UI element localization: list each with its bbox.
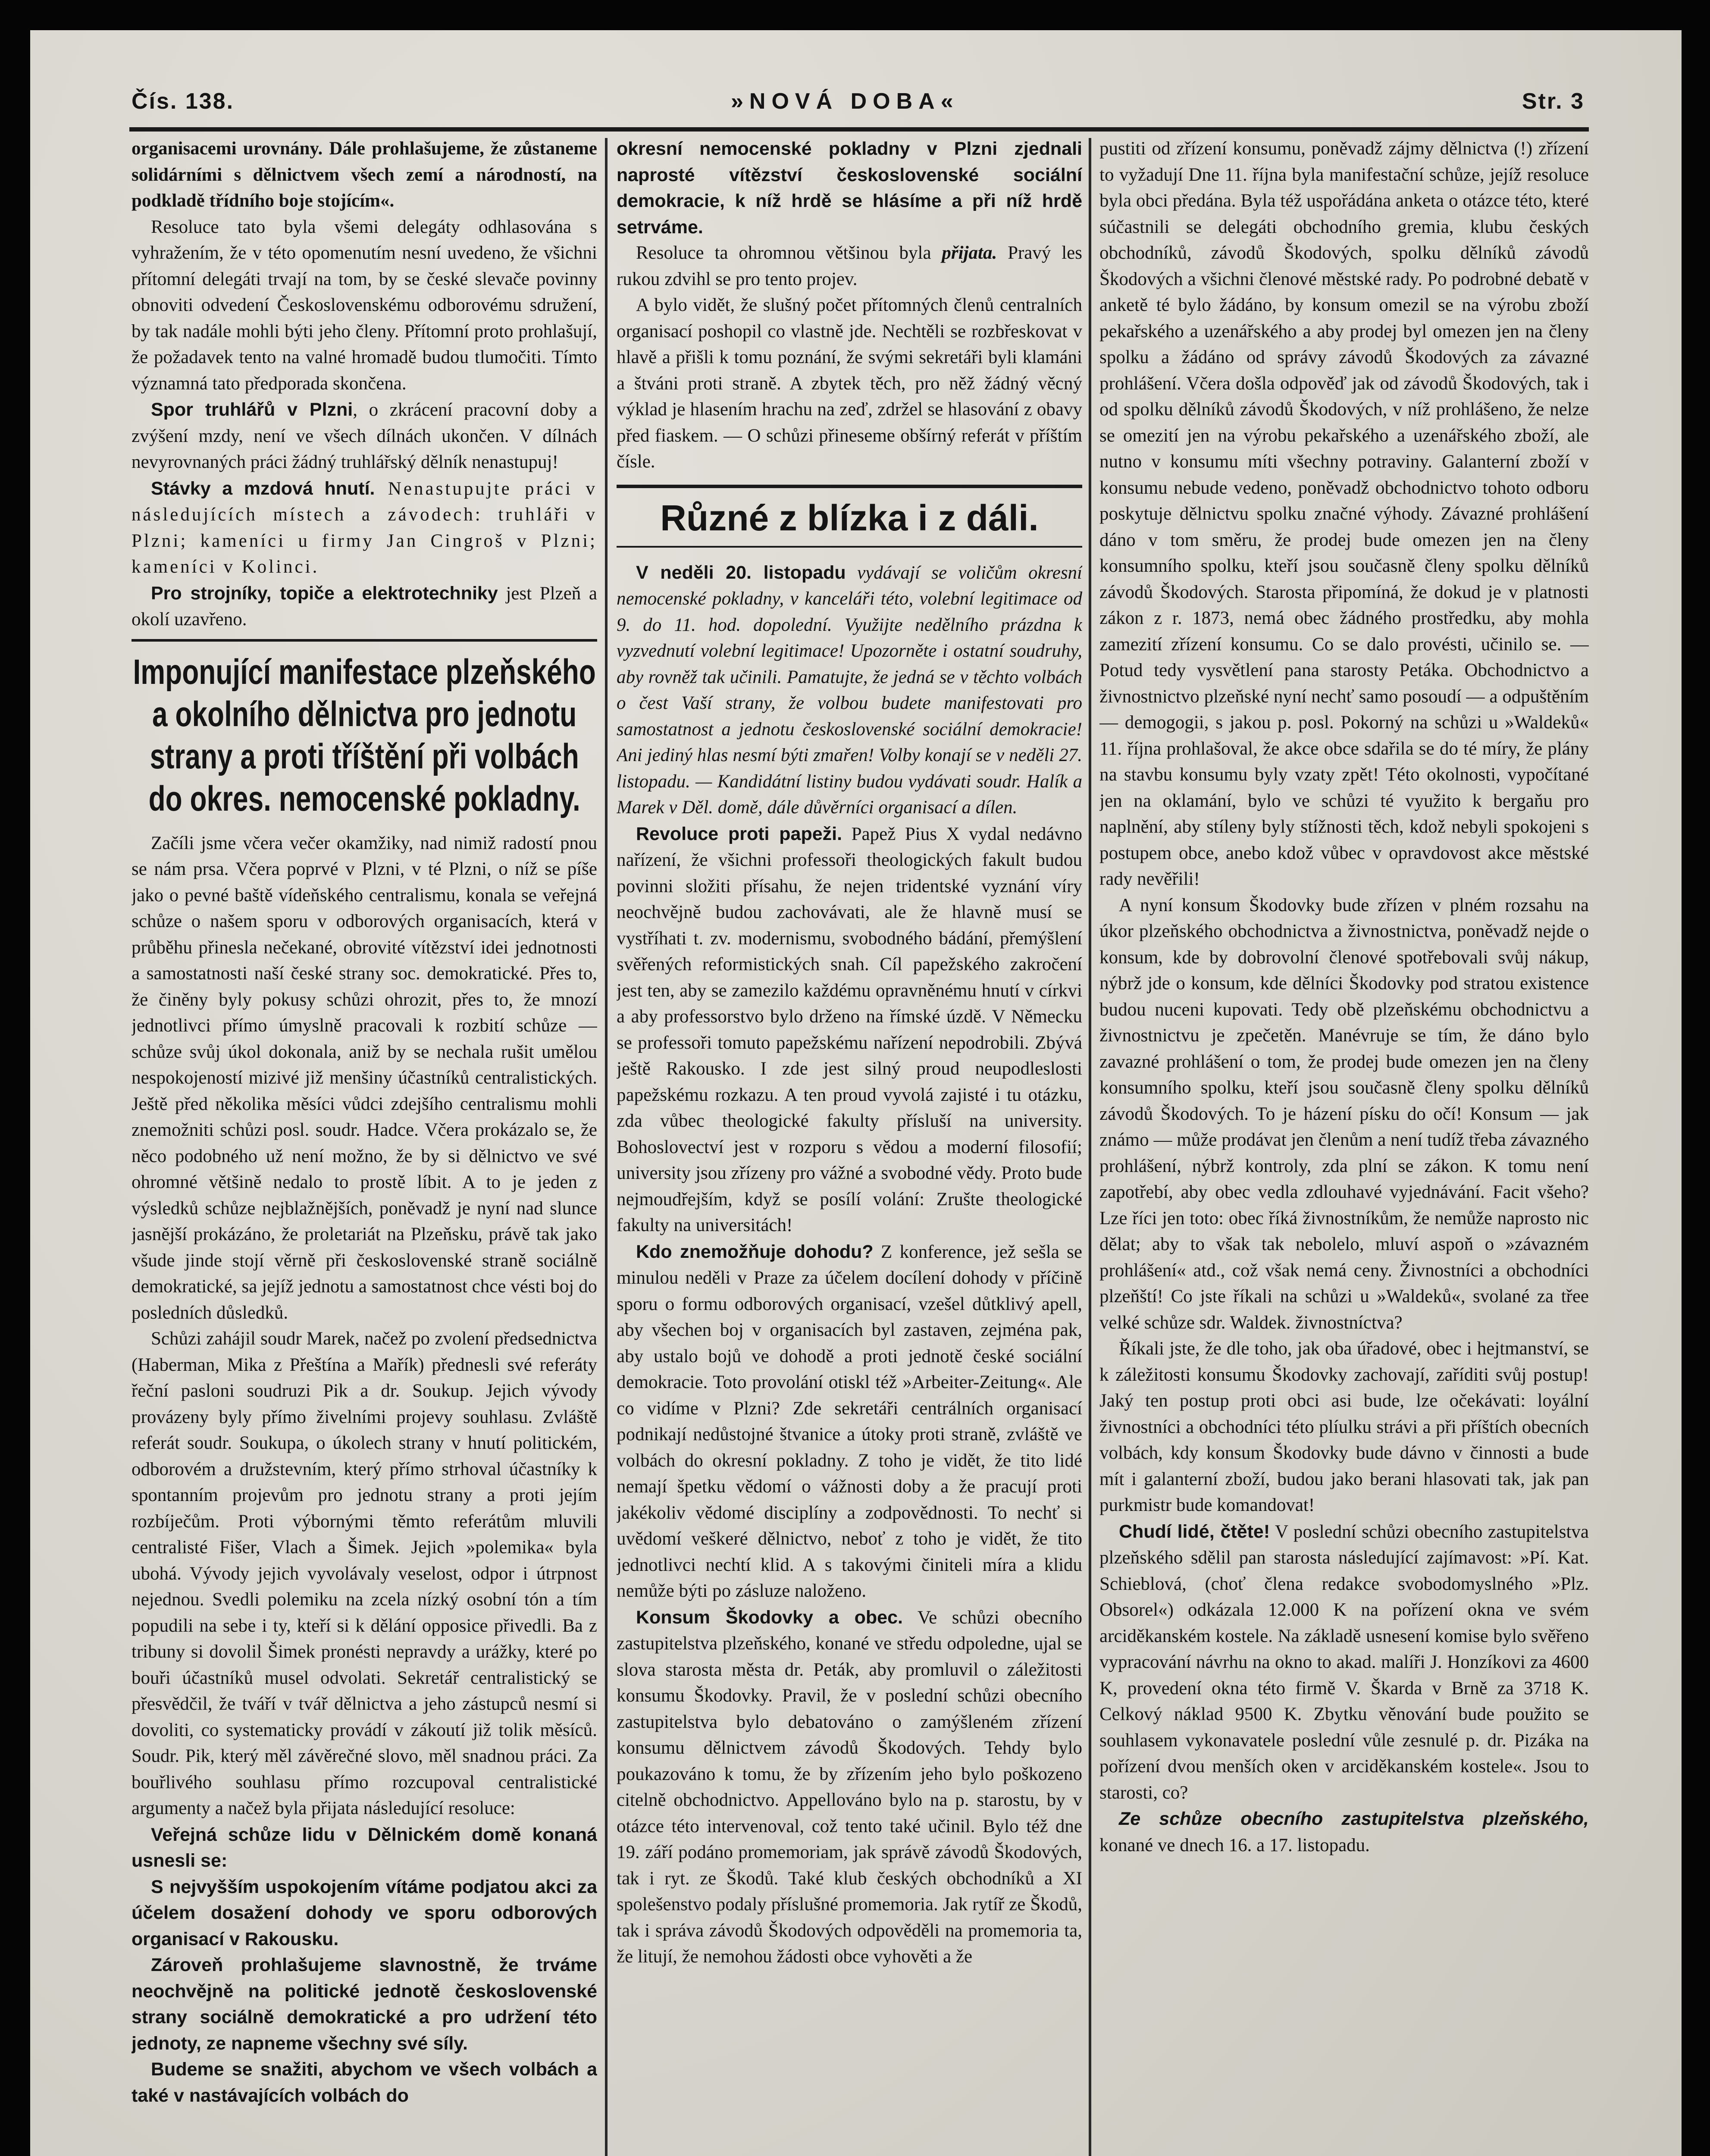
header-rule — [129, 127, 1589, 132]
paragraph: Říkali jste, že dle toho, jak oba úřadové, obec i hejtmanství, se k záležitosti konsumu Škodovky zachovají, zaříditi svůj postup! Jaký ten postup proti obci asi bude, lze očekávati: loyální živnostníci a obchodníci této plíulku strávi a při příštích obecních volbách, kdy konsum Škodovky bude dávno v činnosti a bude mít i galanterní zboží, budou jako berani hlasovati tak, jak pan purkmistr bude komandovat! — [1099, 1338, 1589, 1515]
news-item: V neděli 20. listopadu vydávají se voličům okresní nemocenské pokladny, v kanceláři této, volební legitimace od 9. do 11. hod. dopolední. Využijte nedělního prázdna k vyzvednutí volební legitimace! Upozorněte i ostatní soudruhy, aby rovněž tak učinili. Pamatujte, že jedná se v těchto volbách o čest Vaší strany, že volbou budete manifestovati pro samostatnost a jednotu československé sociální demokracie! Ani jediný hlas nesmí býti zmařen! Volby konají se v neděli 27. listopadu. — Kandidátní listiny budou vydávati soudr. Halík a Marek v Děl. domě, dále důvěrníci organisací a dílen. — [617, 562, 1082, 818]
article-headline: Imponující manifestace plzeňského a okolního dělnictva pro jednotu strany a proti tříštění při volbách do okres. nemocenské pokladny. — [133, 652, 596, 818]
column-separator — [1089, 138, 1091, 2156]
news-item: Kdo znemožňuje dohodu? Z konference, jež sešla se minulou neděli v Praze za účelem docílení dohody v příčině sporu o formu odborových organisací, vzešel důtklivý apell, aby všechen boj v organisacích byl zastaven, zejména pak, aby ustalo bojů ve dohodě a proti jednotě české sociální demokracie. Toto provolání otiskl též »Arbeiter-Zeitung«. Ale co vidíme v Plzni? Zde sekretáři centrálních organisací podnikají nedůstojné štvanice a útoky proti straně, zvláště ve volbách do okresní pokladny. Z toho je vidět, že tito lidé nemají špetku vědomí o vážnosti doby a že pracují proti jakékoliv vědomé disciplíny a zodpovědnosti. To nechť si uvědomí veškeré dělnictvo, neboť z toho je vidět, že tito jednotlivci nechtí klid. A s takovými činiteli míra a klidu nemůže býti po zásluze naloženo. — [617, 1241, 1082, 1601]
column-separator — [605, 138, 608, 2156]
news-item: Chudí lidé, čtěte! V poslední schůzi obecního zastupitelstva plzeňského sdělil pan starosta následující zajímavost: »Pí. Kat. Schieblová, (choť člena redakce svobodomyslného »Plz. Obsorel«) odkázala 12.000 K na pořízení okna ve svém arciděkanském kostele. Na základě usnesení komise bylo svěřeno vypracování návrhu na okno to akad. malíři J. Honzíkovi za 4600 K, provedení okna této firmě V. Škarda v Brně za 3718 K. Celkový náklad 9500 K. Zbytku věnování bude použito se souhlasem vykonavatele poslední vůle zesnulé p. dr. Pizáka na pořízení dvou menších oken v arciděkanském kostele«. Jsou to starosti, co? — [1099, 1521, 1589, 1803]
news-item: Revoluce proti papeži. Papež Pius X vydal nedávno nařízení, že všichni professoři theologických fakult budou povinni složiti přísahu, že nejen tridentské vyznání víry neochvějně budou zachovávati, ale že hlavně musí se vystříhati t. zv. modernismu, svobodného bádání, přemýšlení svěřených reformistických snah. Cíl papežského zakročení jest ten, aby se zamezilo každému opravněnému hnutí v církvi a aby professorstvo bylo drženo na římské úzdě. V Německu se professoři tomuto papežskému nařízení nepodrobili. Zbývá ještě Rakousko. I zde jest silný proud neupodleslosti papežskému rozkazu. A ten proud vyvolá zajisté i tu otázku, zda vůbec theologické fakulty přísluší na university. Bohoslovectví jest v rozporu s vědou a moderní filosofií; university jsou zřízeny pro vážné a svobodné vědy. Proto bude nejmoudřejším, když se posílí volání: Zrušte theologické fakulty na universitách! — [617, 823, 1082, 1235]
news-item-lead: Kdo znemožňuje dohodu? — [636, 1241, 874, 1262]
news-item-lead: Stávky a mzdová hnutí. — [151, 478, 375, 499]
resolution-continuation: okresní nemocenské pokladny v Plzni zjednali naprosté vítězství československé sociální demokracie, k níž hrdě se hlásíme a při níž hrdě setrváme. — [617, 138, 1082, 238]
news-item: Ze schůze obecního zastupitelstva plzeňského, konané ve dnech 16. a 17. listopadu. — [1099, 1808, 1589, 1855]
section-rule — [132, 639, 597, 642]
news-item-lead: Pro strojníky, topiče a elektrotechniky — [151, 583, 498, 604]
paragraph: Schůzi zahájil soudr Marek, načež po zvolení předsednictva (Haberman, Mika z Přeštína a Mařík) přednesli své referáty řeční pasloni soudruzi Pik a dr. Soukup. Jejich vývody provázeny byly přímo živelními projevy souhlasu. Zvláště referát soudr. Soukupa, o úkolech strany v hnutí politickém, odborovém a družstevním, který přímo strhoval účastníky k spontanním projevům pro jednotu strany a proti jejím rozbíječům. Proti výbornými těmto referátům mluvili centralisté Fišer, Vlach a Šimek. Jejich »polemika« byla ubohá. Vývody jejich vyvolávaly veselost, odpor i útrpnost nejednou. Svedli polemiku na zcela nízký osobní tón a tím popudili na sebe i ty, kteří si k dělání opposice přivedli. Ba z tribuny si dovolil Šimek pronésti nepravdy a urážky, které po bouři účastníků musel odvolati. Sekretář centralistický se přesvědčil, že tváří v tvář dělnictva a jeho zástupců nesmí si dovoliti, co systematicky provádí v zákoutí již tolik měsíců. Soudr. Pik, který měl závěrečné slovo, měl snadnou práci. Za bouřlivého souhlasu přímo rozcupoval centralistické argumenty a načež byla přijata následující resoluce: — [132, 1329, 597, 1818]
news-item-lead: Konsum Škodovky a obec. — [636, 1607, 903, 1628]
masthead-title: »NOVÁ DOBA« — [731, 89, 959, 114]
resolution-intro: Veřejná schůze lidu v Dělnickém domě konaná usnesli se: — [132, 1824, 597, 1871]
paragraph: Resoluce ta ohromnou většinou byla přijata. Pravý les rukou zdvihl se pro tento projev. — [617, 243, 1082, 289]
paragraph: Začíli jsme včera večer okamžiky, nad nimiž radostí pnou se nám prsa. Včera poprvé v Plzni, v té Plzni, o níž se píše jako o pevné baště vídeňského centralismu, konala se veřejná schůze o našem sporu v odborových organisacích, která v průběhu přinesla nečekané, obrovité vítězství idei jednotnosti a samostatnosti naší české strany soc. demokratické. Přes to, že činěny byly pokusy schůzi ohrozit, přes to, že mnozí jednotlivci přímo úmyslně pracovali k rozbití schůze — schůze svůj úkol dokonala, aniž by se nechala rušit umělou nespokojeností mizivé již menšiny účastníků centralistických. Ještě před několika měsíci vůdci zdejšího centralismu mohli znemožniti schůzi posl. soudr. Hadce. Včera prokázalo se, že něco podobného už není možno, že by si dělnictvo ve své ohromné většině nedalo to prostě líbit. A to je jeden z výsledků schůze nejblažnějších, poněvadž je nyní nad slunce jasnější prokázáno, že proletariát na Plzeňsku, právě tak jako všude jinde stojí věrně při československé straně sociálně demokratické, sa jejíž jednotu a samostatnost chce vésti boj do posledních důsledků. — [132, 833, 597, 1323]
news-item: Konsum Škodovky a obec. Ve schůzi obecního zastupitelstva plzeňského, konané ve středu odpoledne, ujal se slova starosta města dr. Peták, aby promluvil o záležitosti konsumu Škodovky. Pravil, že v poslední schůzi obecního zastupitelstva bylo debatováno o zamýšleném zřízení konsumu dělnictvem závodů Škodových. Tehdy bylo poukazováno k tomu, že by zřízením jeho bylo poškozeno citelně obchodnictvo. Appellováno bylo na p. starostu, by v otázce této intervenoval, což tento také učinil. Bylo též dne 19. září podáno promemoriam, jak správě závodů Škodových, tak i ryt. ze Škodů. Také klub českých obchodníků a XI spolešenstvo podaly příslušné promemoria. Jak rytíř ze Škodů, tak i správa závodů Škodových odpověděli na promemoria ta, že litují, že nemohou žádosti obce vyhověti a že — [617, 1607, 1082, 1967]
paragraph: A bylo vidět, že slušný počet přítomných členů centralních organisací poshopil co vlastně jde. Nechtěli se rozbřeskovat v hlavě a přišli k tomu poznání, že svými sekretáři byli klamáni a štváni proti straně. A zbytek těch, pro něž žádný věcný výklad je hlasením hrachu na zeď, zdržel se hlasování z obavy před fiaskem. — O schůzi přineseme obšírný referát v příštím čísle. — [617, 295, 1082, 472]
page-header — [132, 67, 1585, 114]
paragraph: A nyní konsum Škodovky bude zřízen v plném rozsahu na úkor plzeňského obchodnictva a živnostnictva, poněvadž nejde o konsum, kde by dobrovolní členové spotřebovali svůj nákup, nýbrž jde o konsum, kde dělníci Škodovky pod stratou existence budou nuceni kupovati. Tedy obě plzeňskému obchodnictvu a živnostnictvu je zpečetěn. Manévruje se tím, že dáno bylo zavazné prohlášení o tom, že prodej bude omezen jen na členy konsumního spolku, kteří jsou současně členy spolku dělníků závodů Škodových. To je házení písku do očí! Konsum — jak známo — může prodávat jen členům a není tudíž třeba závazného prohlášení, nýbrž kontroly, zda plní se zákon. K tomu není zapotřebí, aby obec vedla zdlouhavé vyjednávání. Facit všeho? Lze říci jen toto: obec říká živnostníkům, že nemůže naprosto nic dělat; aby to však tak nebolelo, mluví aspoň o »závazném prohlášení« atd., což však nemá ceny. Živnostníci a obchodníci plzeňští! Co jste říkali na schůzi u »Waldeků«, svolané za třee velké schůze sdr. Waldek. živnostníctva? — [1099, 895, 1589, 1333]
issue-number: Čís. 138. — [132, 89, 235, 114]
news-item-lead: V neděli 20. listopadu — [636, 562, 846, 583]
resolution-point: Budeme se snažiti, abychom ve všech volbách a také v nastávajících volbách do — [132, 2059, 597, 2106]
news-item: Stávky a mzdová hnutí. Nenastupujte práci v následujících místech a závodech: truhláři v Plzni; kameníci u firmy Jan Cingroš v Plzni; kameníci v Kolinci. — [132, 478, 597, 577]
column-3 — [1099, 136, 1589, 2156]
resolution-point: Zároveň prohlašujeme slavnostně, že trváme neochvějně na politické jednotě československé strany sociálně demokratické a pro udržení této jednoty, ze napneme všechny své síly. — [132, 1955, 597, 2054]
page-number: Str. 3 — [1522, 89, 1585, 114]
news-item-lead: Revoluce proti papeži. — [636, 823, 842, 844]
newspaper-page — [30, 30, 1682, 2156]
column-1 — [132, 136, 597, 2156]
news-item-lead: Chudí lidé, čtěte! — [1119, 1521, 1270, 1542]
news-item-lead: Ze schůze obecního zastupitelstva plzeňského, — [1119, 1808, 1589, 1829]
paragraph: Resoluce tato byla všemi delegáty odhlasována s vyhražením, že v této opomenutím nesní uvedeno, že všichni přítomní delegáti trvají na tom, by se české slevače povinny obnoviti odvedení Československému odborovému sdružení, by tak nadále mohli býti jeho členy. Přítomní proto prohlašují, že požadavek tento na valné hromadě budou tlumočiti. Tímto významná tato předporada skončena. — [132, 216, 597, 394]
section-headline: Různé z blízka i z dáli. — [617, 485, 1082, 548]
article-continuation: pustiti od zřízení konsumu, poněvadž zájmy dělnictva (!) zřízení to vyžadují Dne 11. října byla manifestační schůze, jejíž resoluce byla obci předána. Byla též uspořádána anketa o otázce této, které súčastnili se delegáti obchodního gremia, klubu českých obchodníků, závodů Škodových, spolku dělníků závodů Škodových a všichni členové městské rady. Po podrobné debatě v anketě té bylo žádáno, by konsum omezil se na výrobu zboží pekařského a uzenářského a aby prodej byl omezen jen na členy spolku a žádáno od správy závodů Škodových za závazné prohlášení. Včera došla odpověď jak od závodů Škodových, tak i od spolku dělníků závodů Škodových, v níž prohlášeno, že nelze se omezití jen na výrobu pekařského a uzenářského zboží, ale nutno v konsumu míti všechny potraviny. Galanterní zboží v konsumu nebude vedeno, poněvadž obchodnictvo tohoto odboru poskytuje dělnictvu spolku značné výhody. Závazné prohlášení dáno v tom směru, že prodej bude omezen jen na členy konsumního spolku, kteří jsou současně členy spolku dělníků závodů Škodových. Starosta připomíná, že dokud je v platnosti zákon z r. 1873, nemá obec žádného prostředku, aby mohla zamezití zřízení konsumu. Co se dalo provésti, učinilo se. — Potud tedy vysvětlení pana starosty Petáka. Obchodnictvo a živnostnictvo plzeňské nyní nechť samo posoudí — a odpuštěním — demogogii, s jakou p. posl. Pokorný na schůzi u »Waldeků« 11. října prohlašoval, že akce obce sdařila se do té míry, že plány na stavbu konsumu byly vzaty zpět! Této okolnosti, vypočítané jen na oklamání, bylo ve schůzi té využito k bergaňu pro naplnění, aby stíleny byly stížnosti těch, kdož nebyli spokojeni s postupem obce, anebo kdož vůbec v opravdovost akce městské rady nevěřili! — [1099, 138, 1589, 889]
article-continuation: organisacemi urovnány. Dále prohlašujeme, že zůstaneme solidárními s dělnictvem všech zemí a národností, na podkladě třídního boje stojícím«. — [132, 138, 597, 211]
resolution-point: S nejvyšším uspokojením vítáme podjatou akci za účelem dosažení dohody ve sporu odborových organisací v Rakousku. — [132, 1876, 597, 1949]
news-item: Spor truhlářů v Plzni, o zkrácení pracovní doby a zvýšení mzdy, není ve všech dílnách ukončen. V dílnách nevyrovnaných práci žádný truhlářský dělník nenastupuj! — [132, 399, 597, 472]
news-item-lead: Spor truhlářů v Plzni — [151, 399, 353, 420]
column-2 — [617, 136, 1082, 2156]
news-item: Pro strojníky, topiče a elektrotechniky jest Plzeň a okolí uzavřeno. — [132, 583, 597, 630]
